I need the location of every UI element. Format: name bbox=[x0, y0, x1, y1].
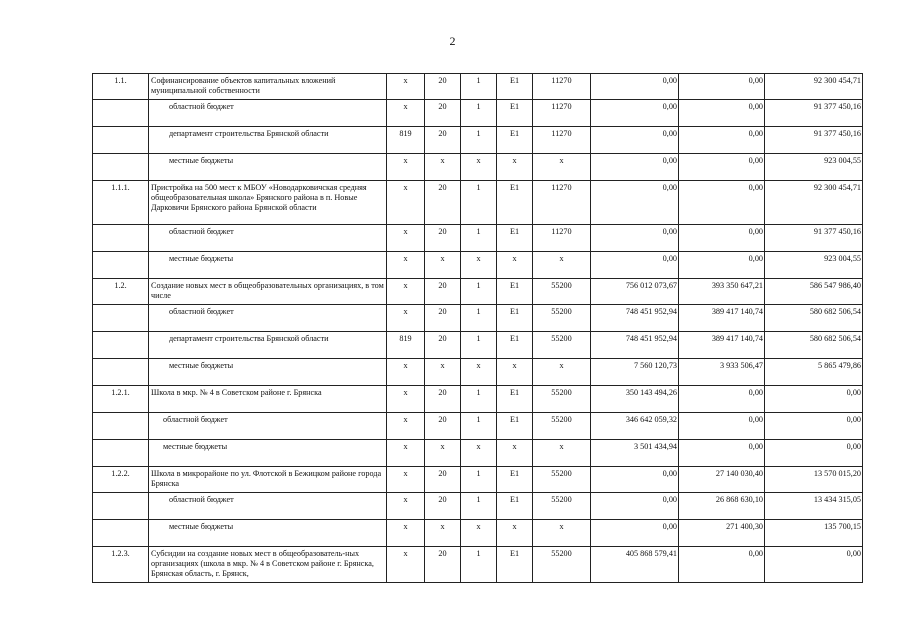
amount-cell-3: 91 377 450,16 bbox=[765, 100, 863, 127]
amount-cell-1: 7 560 120,73 bbox=[591, 359, 679, 386]
amount-cell-2: 26 868 630,10 bbox=[679, 493, 765, 520]
description-cell: департамент строительства Брянской области bbox=[149, 127, 387, 154]
code-cell-4: x bbox=[497, 440, 533, 467]
table-row bbox=[93, 467, 863, 493]
code-cell-2: x bbox=[425, 252, 461, 279]
code-cell-2: 20 bbox=[425, 279, 461, 305]
row-number-cell bbox=[93, 413, 149, 440]
code-cell-3: 1 bbox=[461, 225, 497, 252]
row-number-cell: 1.2.3. bbox=[93, 547, 149, 583]
code-cell-4: E1 bbox=[497, 467, 533, 493]
code-cell-5: 11270 bbox=[533, 225, 591, 252]
amount-cell-2: 0,00 bbox=[679, 225, 765, 252]
amount-cell-1: 0,00 bbox=[591, 127, 679, 154]
page-number: 2 bbox=[449, 34, 456, 48]
amount-cell-1: 0,00 bbox=[591, 100, 679, 127]
amount-cell-3: 135 700,15 bbox=[765, 520, 863, 547]
amount-cell-2: 0,00 bbox=[679, 252, 765, 279]
code-cell-4: x bbox=[497, 359, 533, 386]
amount-cell-1: 0,00 bbox=[591, 74, 679, 100]
amount-cell-1: 0,00 bbox=[591, 493, 679, 520]
row-number-cell bbox=[93, 252, 149, 279]
amount-cell-2: 3 933 506,47 bbox=[679, 359, 765, 386]
amount-cell-1: 0,00 bbox=[591, 181, 679, 225]
code-cell-3: 1 bbox=[461, 386, 497, 413]
amount-cell-3: 580 682 506,54 bbox=[765, 332, 863, 359]
amount-cell-1: 346 642 059,32 bbox=[591, 413, 679, 440]
row-number-cell: 1.1.1. bbox=[93, 181, 149, 225]
code-cell-1: x bbox=[387, 74, 425, 100]
amount-cell-3: 0,00 bbox=[765, 440, 863, 467]
code-cell-3: 1 bbox=[461, 100, 497, 127]
amount-cell-3: 0,00 bbox=[765, 547, 863, 583]
budget-table-body bbox=[93, 74, 863, 583]
code-cell-4: E1 bbox=[497, 413, 533, 440]
code-cell-3: 1 bbox=[461, 332, 497, 359]
row-number-cell bbox=[93, 154, 149, 181]
amount-cell-1: 3 501 434,94 bbox=[591, 440, 679, 467]
amount-cell-1: 0,00 bbox=[591, 225, 679, 252]
amount-cell-3: 13 570 015,20 bbox=[765, 467, 863, 493]
amount-cell-1: 0,00 bbox=[591, 520, 679, 547]
row-number-cell: 1.2.2. bbox=[93, 467, 149, 493]
code-cell-3: 1 bbox=[461, 305, 497, 332]
amount-cell-2: 0,00 bbox=[679, 386, 765, 413]
row-number-cell: 1.1. bbox=[93, 74, 149, 100]
amount-cell-1: 350 143 494,26 bbox=[591, 386, 679, 413]
description-cell: местные бюджеты bbox=[149, 440, 387, 467]
code-cell-3: 1 bbox=[461, 547, 497, 583]
description-cell: Школа в микрорайоне по ул. Флотской в Бежицком районе города Брянска bbox=[149, 467, 387, 493]
amount-cell-2: 389 417 140,74 bbox=[679, 305, 765, 332]
amount-cell-3: 0,00 bbox=[765, 386, 863, 413]
code-cell-4: E1 bbox=[497, 74, 533, 100]
code-cell-2: x bbox=[425, 359, 461, 386]
code-cell-3: 1 bbox=[461, 74, 497, 100]
code-cell-3: x bbox=[461, 359, 497, 386]
code-cell-2: 20 bbox=[425, 467, 461, 493]
code-cell-4: x bbox=[497, 154, 533, 181]
code-cell-1: x bbox=[387, 154, 425, 181]
code-cell-1: x bbox=[387, 359, 425, 386]
code-cell-5: 55200 bbox=[533, 305, 591, 332]
amount-cell-1: 405 868 579,41 bbox=[591, 547, 679, 583]
code-cell-4: E1 bbox=[497, 181, 533, 225]
amount-cell-2: 271 400,30 bbox=[679, 520, 765, 547]
amount-cell-1: 748 451 952,94 bbox=[591, 305, 679, 332]
amount-cell-3: 586 547 986,40 bbox=[765, 279, 863, 305]
amount-cell-1: 756 012 073,67 bbox=[591, 279, 679, 305]
code-cell-1: x bbox=[387, 413, 425, 440]
table-row bbox=[93, 413, 863, 440]
description-cell: Школа в мкр. № 4 в Советском районе г. Брянска bbox=[149, 386, 387, 413]
amount-cell-1: 0,00 bbox=[591, 252, 679, 279]
code-cell-5: 55200 bbox=[533, 493, 591, 520]
code-cell-4: x bbox=[497, 520, 533, 547]
amount-cell-1: 0,00 bbox=[591, 154, 679, 181]
code-cell-4: E1 bbox=[497, 332, 533, 359]
table-row bbox=[93, 547, 863, 583]
table-row bbox=[93, 440, 863, 467]
description-cell: Пристройка на 500 мест к МБОУ «Новодарковичская средняя общеобразовательная школа» Брянского района в п. Новые Дарковичи Брянского района Брянской области bbox=[149, 181, 387, 225]
code-cell-1: x bbox=[387, 225, 425, 252]
description-cell: местные бюджеты bbox=[149, 520, 387, 547]
amount-cell-3: 91 377 450,16 bbox=[765, 225, 863, 252]
row-number-cell: 1.2.1. bbox=[93, 386, 149, 413]
amount-cell-2: 389 417 140,74 bbox=[679, 332, 765, 359]
code-cell-3: x bbox=[461, 520, 497, 547]
code-cell-3: 1 bbox=[461, 493, 497, 520]
description-cell: областной бюджет bbox=[149, 413, 387, 440]
amount-cell-2: 0,00 bbox=[679, 100, 765, 127]
budget-table bbox=[92, 73, 863, 583]
table-row bbox=[93, 225, 863, 252]
amount-cell-2: 0,00 bbox=[679, 127, 765, 154]
table-row bbox=[93, 279, 863, 305]
amount-cell-2: 393 350 647,21 bbox=[679, 279, 765, 305]
amount-cell-2: 0,00 bbox=[679, 440, 765, 467]
description-cell: департамент строительства Брянской области bbox=[149, 332, 387, 359]
code-cell-2: 20 bbox=[425, 100, 461, 127]
code-cell-2: 20 bbox=[425, 305, 461, 332]
code-cell-3: x bbox=[461, 154, 497, 181]
code-cell-5: 55200 bbox=[533, 332, 591, 359]
table-row bbox=[93, 100, 863, 127]
code-cell-3: 1 bbox=[461, 467, 497, 493]
code-cell-2: 20 bbox=[425, 181, 461, 225]
row-number-cell bbox=[93, 440, 149, 467]
code-cell-1: x bbox=[387, 467, 425, 493]
table-row bbox=[93, 305, 863, 332]
code-cell-5: 11270 bbox=[533, 100, 591, 127]
code-cell-1: x bbox=[387, 440, 425, 467]
code-cell-5: x bbox=[533, 440, 591, 467]
code-cell-2: 20 bbox=[425, 547, 461, 583]
code-cell-2: 20 bbox=[425, 225, 461, 252]
code-cell-5: 11270 bbox=[533, 181, 591, 225]
code-cell-4: E1 bbox=[497, 225, 533, 252]
code-cell-3: 1 bbox=[461, 127, 497, 154]
description-cell: областной бюджет bbox=[149, 100, 387, 127]
code-cell-5: x bbox=[533, 359, 591, 386]
description-cell: местные бюджеты bbox=[149, 252, 387, 279]
amount-cell-2: 0,00 bbox=[679, 181, 765, 225]
row-number-cell bbox=[93, 332, 149, 359]
code-cell-2: x bbox=[425, 520, 461, 547]
description-cell: местные бюджеты bbox=[149, 359, 387, 386]
code-cell-3: x bbox=[461, 440, 497, 467]
table-row bbox=[93, 74, 863, 100]
code-cell-4: E1 bbox=[497, 493, 533, 520]
code-cell-5: 55200 bbox=[533, 279, 591, 305]
code-cell-5: 55200 bbox=[533, 386, 591, 413]
table-row bbox=[93, 520, 863, 547]
amount-cell-2: 0,00 bbox=[679, 413, 765, 440]
amount-cell-2: 0,00 bbox=[679, 74, 765, 100]
code-cell-4: x bbox=[497, 252, 533, 279]
amount-cell-3: 5 865 479,86 bbox=[765, 359, 863, 386]
code-cell-4: E1 bbox=[497, 305, 533, 332]
code-cell-5: 55200 bbox=[533, 547, 591, 583]
table-row bbox=[93, 386, 863, 413]
code-cell-2: 20 bbox=[425, 127, 461, 154]
row-number-cell bbox=[93, 100, 149, 127]
code-cell-1: x bbox=[387, 181, 425, 225]
description-cell: областной бюджет bbox=[149, 305, 387, 332]
code-cell-5: 11270 bbox=[533, 127, 591, 154]
row-number-cell bbox=[93, 493, 149, 520]
table-row bbox=[93, 493, 863, 520]
code-cell-4: E1 bbox=[497, 100, 533, 127]
code-cell-4: E1 bbox=[497, 386, 533, 413]
table-row bbox=[93, 332, 863, 359]
code-cell-1: x bbox=[387, 547, 425, 583]
amount-cell-3: 580 682 506,54 bbox=[765, 305, 863, 332]
amount-cell-3: 92 300 454,71 bbox=[765, 181, 863, 225]
code-cell-5: 55200 bbox=[533, 413, 591, 440]
code-cell-2: x bbox=[425, 154, 461, 181]
amount-cell-1: 748 451 952,94 bbox=[591, 332, 679, 359]
code-cell-2: 20 bbox=[425, 74, 461, 100]
amount-cell-1: 0,00 bbox=[591, 467, 679, 493]
code-cell-1: x bbox=[387, 386, 425, 413]
code-cell-1: 819 bbox=[387, 127, 425, 154]
description-cell: местные бюджеты bbox=[149, 154, 387, 181]
code-cell-5: x bbox=[533, 520, 591, 547]
table-row bbox=[93, 252, 863, 279]
amount-cell-3: 91 377 450,16 bbox=[765, 127, 863, 154]
code-cell-2: 20 bbox=[425, 386, 461, 413]
amount-cell-3: 0,00 bbox=[765, 413, 863, 440]
amount-cell-2: 0,00 bbox=[679, 547, 765, 583]
code-cell-5: 11270 bbox=[533, 74, 591, 100]
amount-cell-2: 0,00 bbox=[679, 154, 765, 181]
description-cell: Создание новых мест в общеобразовательных организациях, в том числе bbox=[149, 279, 387, 305]
amount-cell-3: 923 004,55 bbox=[765, 252, 863, 279]
code-cell-1: x bbox=[387, 252, 425, 279]
code-cell-4: E1 bbox=[497, 279, 533, 305]
row-number-cell bbox=[93, 127, 149, 154]
code-cell-4: E1 bbox=[497, 127, 533, 154]
row-number-cell bbox=[93, 225, 149, 252]
code-cell-3: 1 bbox=[461, 181, 497, 225]
amount-cell-3: 92 300 454,71 bbox=[765, 74, 863, 100]
table-row bbox=[93, 181, 863, 225]
description-cell: областной бюджет bbox=[149, 493, 387, 520]
code-cell-1: x bbox=[387, 100, 425, 127]
code-cell-2: 20 bbox=[425, 493, 461, 520]
table-row bbox=[93, 127, 863, 154]
code-cell-1: 819 bbox=[387, 332, 425, 359]
code-cell-5: 55200 bbox=[533, 467, 591, 493]
code-cell-1: x bbox=[387, 520, 425, 547]
amount-cell-2: 27 140 030,40 bbox=[679, 467, 765, 493]
amount-cell-3: 13 434 315,05 bbox=[765, 493, 863, 520]
code-cell-3: 1 bbox=[461, 279, 497, 305]
row-number-cell bbox=[93, 305, 149, 332]
code-cell-5: x bbox=[533, 154, 591, 181]
code-cell-4: E1 bbox=[497, 547, 533, 583]
code-cell-1: x bbox=[387, 305, 425, 332]
code-cell-2: 20 bbox=[425, 413, 461, 440]
code-cell-5: x bbox=[533, 252, 591, 279]
description-cell: областной бюджет bbox=[149, 225, 387, 252]
description-cell: Субсидии на создание новых мест в общеобразователь-ных организациях (школа в мкр. № 4 в Советском районе г. Брянска, Брянская область, г. Брянск, bbox=[149, 547, 387, 583]
code-cell-3: x bbox=[461, 252, 497, 279]
code-cell-2: x bbox=[425, 440, 461, 467]
row-number-cell bbox=[93, 520, 149, 547]
row-number-cell: 1.2. bbox=[93, 279, 149, 305]
table-row bbox=[93, 359, 863, 386]
code-cell-1: x bbox=[387, 279, 425, 305]
description-cell: Софинансирование объектов капитальных вложений муниципальной собственности bbox=[149, 74, 387, 100]
code-cell-3: 1 bbox=[461, 413, 497, 440]
amount-cell-3: 923 004,55 bbox=[765, 154, 863, 181]
code-cell-1: x bbox=[387, 493, 425, 520]
table-row bbox=[93, 154, 863, 181]
code-cell-2: 20 bbox=[425, 332, 461, 359]
row-number-cell bbox=[93, 359, 149, 386]
